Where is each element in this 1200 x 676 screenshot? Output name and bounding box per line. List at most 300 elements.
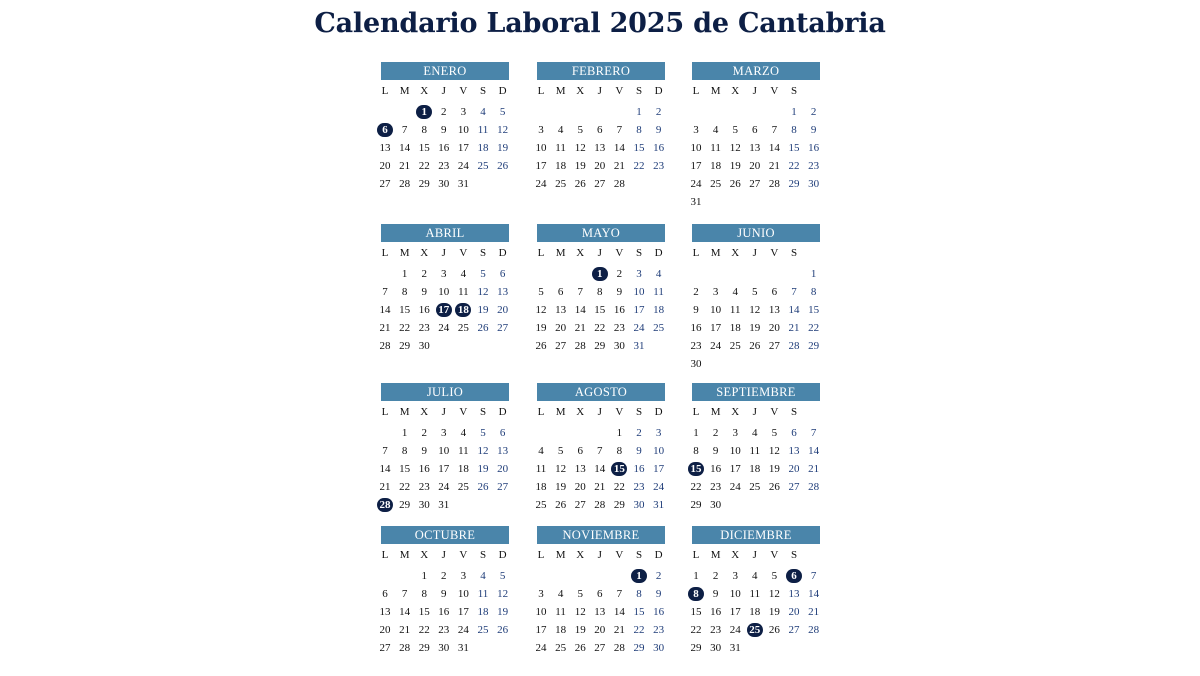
calendar-day: 24 xyxy=(633,322,645,334)
calendar-day: 14 xyxy=(594,463,606,475)
calendar-day: 10 xyxy=(535,142,547,154)
calendar-day: 27 xyxy=(379,178,391,190)
holiday-day: 6 xyxy=(377,123,393,137)
month-noviembre xyxy=(537,526,679,676)
weekday-label: J xyxy=(597,85,602,97)
calendar-day: 1 xyxy=(791,106,797,118)
calendar-day: 5 xyxy=(480,427,486,439)
calendar-day: 10 xyxy=(457,124,469,136)
calendar-day: 16 xyxy=(653,142,665,154)
month-header: AGOSTO xyxy=(537,383,665,401)
calendar-day: 17 xyxy=(457,606,469,618)
calendar-day: 23 xyxy=(418,481,430,493)
calendar-day: 21 xyxy=(379,481,391,493)
calendar-day: 3 xyxy=(712,286,719,298)
calendar-day: 6 xyxy=(752,124,758,136)
calendar-day: 6 xyxy=(382,588,388,600)
calendar-day: 26 xyxy=(477,481,489,493)
calendar-day: 28 xyxy=(613,178,625,190)
calendar-day: 23 xyxy=(633,481,645,493)
calendar-day: 13 xyxy=(574,463,586,475)
weekday-label: M xyxy=(710,406,721,418)
calendar-day: 25 xyxy=(710,178,722,190)
calendar-day: 6 xyxy=(791,427,797,439)
month-marzo xyxy=(692,62,834,212)
weekday-label: D xyxy=(498,85,507,97)
calendar-day: 9 xyxy=(636,445,642,457)
calendar-day: 23 xyxy=(418,322,430,334)
calendar-day: 10 xyxy=(438,445,450,457)
calendar-day: 3 xyxy=(538,124,544,136)
calendar-day: 24 xyxy=(535,642,547,654)
calendar-day: 16 xyxy=(438,606,450,618)
month-header: MARZO xyxy=(692,62,820,80)
calendar-day: 16 xyxy=(690,322,702,334)
calendar-day: 16 xyxy=(418,463,430,475)
calendar-day: 4 xyxy=(480,570,486,582)
calendar-day: 30 xyxy=(438,642,450,654)
calendar-day: 20 xyxy=(594,160,606,172)
calendar-day: 25 xyxy=(653,322,665,334)
calendar-day: 7 xyxy=(810,570,817,582)
calendar-day: 21 xyxy=(768,160,780,172)
holiday-day: 17 xyxy=(436,303,452,317)
calendar-day: 14 xyxy=(788,304,800,316)
weekday-label: D xyxy=(654,85,663,97)
calendar-day: 9 xyxy=(441,588,447,600)
weekday-label: L xyxy=(537,85,545,97)
calendar-day: 21 xyxy=(613,160,625,172)
calendar-day: 1 xyxy=(693,427,699,439)
calendar-day: 14 xyxy=(399,606,411,618)
calendar-day: 25 xyxy=(555,642,567,654)
calendar-day: 18 xyxy=(749,606,761,618)
calendar-day: 8 xyxy=(791,124,797,136)
calendar-day: 9 xyxy=(712,588,719,600)
calendar-day: 13 xyxy=(497,445,509,457)
calendar-day: 22 xyxy=(399,481,411,493)
holiday-day: 15 xyxy=(688,462,704,476)
calendar-day: 12 xyxy=(535,304,547,316)
calendar-day: 4 xyxy=(752,427,758,439)
weekday-label: L xyxy=(381,549,389,561)
calendar-day: 7 xyxy=(616,124,623,136)
calendar-day: 30 xyxy=(613,340,625,352)
calendar-day: 22 xyxy=(633,624,645,636)
calendar-day: 24 xyxy=(438,481,450,493)
calendar-day: 9 xyxy=(712,445,719,457)
weekday-label: X xyxy=(731,406,740,418)
month-header: MAYO xyxy=(537,224,665,242)
calendar-day: 10 xyxy=(653,445,665,457)
weekday-label: J xyxy=(597,247,602,259)
calendar-day: 9 xyxy=(616,286,623,298)
calendar-day: 2 xyxy=(712,570,719,582)
weekday-label: V xyxy=(459,247,468,259)
calendar-day: 21 xyxy=(594,481,606,493)
calendar-day: 28 xyxy=(788,340,800,352)
calendar-day: 17 xyxy=(633,304,645,316)
calendar-day: 4 xyxy=(460,427,467,439)
calendar-day: 10 xyxy=(710,304,722,316)
calendar-day: 3 xyxy=(441,427,447,439)
calendar-day: 25 xyxy=(749,481,761,493)
calendar-day: 30 xyxy=(418,499,430,511)
calendar-day: 8 xyxy=(616,445,623,457)
calendar-day: 5 xyxy=(732,124,738,136)
calendar-day: 31 xyxy=(438,499,450,511)
weekday-label: V xyxy=(770,406,779,418)
calendar-day: 30 xyxy=(438,178,450,190)
calendar-day: 30 xyxy=(418,340,430,352)
calendar-day: 14 xyxy=(808,588,820,600)
calendar-day: 29 xyxy=(788,178,800,190)
calendar-day: 20 xyxy=(497,463,509,475)
weekday-label: M xyxy=(555,406,566,418)
calendar-day: 14 xyxy=(574,304,586,316)
month-febrero xyxy=(537,62,679,212)
weekday-label: J xyxy=(752,247,757,259)
month-julio xyxy=(381,383,523,533)
holiday-day: 28 xyxy=(377,498,393,512)
calendar-day: 28 xyxy=(379,340,391,352)
calendar-day: 23 xyxy=(438,160,450,172)
calendar-day: 9 xyxy=(441,124,447,136)
calendar-day: 26 xyxy=(749,340,761,352)
calendar-day: 29 xyxy=(633,642,645,654)
weekday-label: D xyxy=(654,406,663,418)
calendar-day: 23 xyxy=(613,322,625,334)
calendar-day: 20 xyxy=(574,481,586,493)
calendar-day: 16 xyxy=(438,142,450,154)
weekday-label: L xyxy=(692,549,700,561)
calendar-day: 24 xyxy=(710,340,722,352)
month-header: JULIO xyxy=(381,383,509,401)
calendar-day: 2 xyxy=(636,427,642,439)
calendar-day: 31 xyxy=(457,178,469,190)
weekday-label: S xyxy=(479,406,487,418)
calendar-day: 19 xyxy=(574,624,586,636)
calendar-day: 25 xyxy=(555,178,567,190)
calendar-day: 12 xyxy=(574,142,586,154)
calendar-day: 4 xyxy=(557,124,564,136)
calendar-day: 20 xyxy=(555,322,567,334)
weekday-label: L xyxy=(692,406,700,418)
calendar-day: 28 xyxy=(808,481,820,493)
calendar-day: 19 xyxy=(497,142,509,154)
calendar-day: 19 xyxy=(749,322,761,334)
weekday-label: L xyxy=(537,247,545,259)
weekday-label: S xyxy=(790,549,798,561)
calendar-day: 12 xyxy=(555,463,567,475)
calendar-day: 20 xyxy=(497,304,509,316)
calendar-day: 3 xyxy=(636,268,642,280)
calendar-day: 28 xyxy=(399,178,411,190)
calendar-day: 25 xyxy=(477,160,489,172)
calendar-day: 12 xyxy=(729,142,741,154)
calendar-day: 19 xyxy=(729,160,741,172)
calendar-day: 31 xyxy=(633,340,645,352)
weekday-label: V xyxy=(770,85,779,97)
weekday-label: X xyxy=(731,247,740,259)
calendar-day: 27 xyxy=(379,642,391,654)
calendar-day: 8 xyxy=(421,588,427,600)
month-junio xyxy=(692,224,834,374)
calendar-day: 24 xyxy=(729,624,741,636)
calendar-day: 12 xyxy=(497,124,509,136)
calendar-day: 13 xyxy=(555,304,567,316)
calendar-day: 10 xyxy=(729,588,741,600)
calendar-day: 25 xyxy=(457,322,469,334)
calendar-day: 6 xyxy=(597,124,603,136)
month-agosto xyxy=(537,383,679,533)
calendar-day: 10 xyxy=(535,606,547,618)
calendar-day: 4 xyxy=(538,445,544,457)
calendar-day: 7 xyxy=(577,286,583,298)
weekday-label: M xyxy=(399,549,410,561)
calendar-day: 17 xyxy=(535,160,547,172)
weekday-label: V xyxy=(615,406,624,418)
calendar-day: 17 xyxy=(729,606,741,618)
calendar-day: 12 xyxy=(477,286,489,298)
calendar-day: 28 xyxy=(594,499,606,511)
calendar-day: 29 xyxy=(613,499,625,511)
weekday-label: V xyxy=(615,549,624,561)
weekday-label: V xyxy=(459,85,468,97)
weekday-label: J xyxy=(441,406,446,418)
calendar-day: 2 xyxy=(693,286,699,298)
calendar-day: 17 xyxy=(535,624,547,636)
calendar-day: 16 xyxy=(633,463,645,475)
calendar-day: 17 xyxy=(729,463,741,475)
calendar-day: 2 xyxy=(712,427,719,439)
calendar-day: 20 xyxy=(594,624,606,636)
calendar-day: 3 xyxy=(538,588,544,600)
weekday-label: L xyxy=(692,85,700,97)
calendar-day: 25 xyxy=(729,340,741,352)
calendar-day: 12 xyxy=(749,304,761,316)
calendar-day: 11 xyxy=(653,286,664,298)
calendar-day: 5 xyxy=(499,570,506,582)
calendar-day: 13 xyxy=(788,588,800,600)
weekday-label: V xyxy=(770,247,779,259)
calendar-day: 15 xyxy=(594,304,606,316)
holiday-day: 15 xyxy=(611,462,627,476)
calendar-day: 21 xyxy=(808,463,820,475)
calendar-day: 19 xyxy=(477,463,489,475)
calendar-day: 21 xyxy=(613,624,625,636)
calendar-day: 4 xyxy=(480,106,486,118)
calendar-day: 11 xyxy=(729,304,741,316)
calendar-day: 27 xyxy=(788,481,800,493)
calendar-day: 30 xyxy=(710,499,722,511)
calendar-day: 26 xyxy=(535,340,547,352)
month-header: ENERO xyxy=(381,62,509,80)
calendar-day: 7 xyxy=(616,588,623,600)
calendar-day: 3 xyxy=(693,124,699,136)
calendar-day: 11 xyxy=(555,142,566,154)
calendar-day: 1 xyxy=(421,570,427,582)
calendar-day: 10 xyxy=(438,286,450,298)
calendar-day: 11 xyxy=(710,142,721,154)
calendar-day: 18 xyxy=(535,481,547,493)
calendar-day: 2 xyxy=(441,570,447,582)
calendar-day: 21 xyxy=(379,322,391,334)
calendar-day: 27 xyxy=(768,340,780,352)
weekday-label: S xyxy=(479,247,487,259)
calendar-day: 14 xyxy=(399,142,411,154)
calendar-day: 12 xyxy=(497,588,509,600)
weekday-label: L xyxy=(381,247,389,259)
calendar-day: 24 xyxy=(653,481,665,493)
calendar-day: 6 xyxy=(577,445,583,457)
calendar-day: 19 xyxy=(477,304,489,316)
calendar-day: 5 xyxy=(557,445,564,457)
weekday-label: M xyxy=(555,549,566,561)
calendar-day: 21 xyxy=(399,160,411,172)
weekday-label: J xyxy=(441,85,446,97)
calendar-day: 6 xyxy=(557,286,564,298)
calendar-day: 24 xyxy=(438,322,450,334)
calendar-day: 29 xyxy=(690,499,702,511)
calendar-day: 4 xyxy=(712,124,719,136)
calendar-day: 20 xyxy=(379,624,391,636)
calendar-day: 14 xyxy=(808,445,820,457)
weekday-label: S xyxy=(790,406,798,418)
calendar-day: 7 xyxy=(401,124,408,136)
calendar-day: 17 xyxy=(457,142,469,154)
page-title: Calendario Laboral 2025 de Cantabria xyxy=(314,8,886,39)
weekday-label: S xyxy=(479,85,487,97)
calendar-day: 21 xyxy=(574,322,586,334)
calendar-day: 20 xyxy=(788,463,800,475)
calendar-day: 12 xyxy=(768,445,780,457)
calendar-day: 17 xyxy=(690,160,702,172)
calendar-day: 14 xyxy=(379,304,391,316)
calendar-day: 12 xyxy=(768,588,780,600)
calendar-day: 19 xyxy=(535,322,547,334)
calendar-day: 31 xyxy=(457,642,469,654)
weekday-label: J xyxy=(441,549,446,561)
calendar-day: 27 xyxy=(594,642,606,654)
calendar-day: 24 xyxy=(535,178,547,190)
calendar-day: 27 xyxy=(749,178,761,190)
month-header: DICIEMBRE xyxy=(692,526,820,544)
calendar-day: 12 xyxy=(574,606,586,618)
calendar-day: 2 xyxy=(441,106,447,118)
calendar-day: 7 xyxy=(382,286,388,298)
calendar-day: 2 xyxy=(655,106,662,118)
weekday-label: V xyxy=(615,247,624,259)
calendar-day: 19 xyxy=(768,606,780,618)
calendar-day: 9 xyxy=(421,286,427,298)
calendar-day: 25 xyxy=(457,481,469,493)
calendar-day: 21 xyxy=(808,606,820,618)
weekday-label: D xyxy=(498,406,507,418)
calendar-day: 22 xyxy=(690,481,702,493)
calendar-day: 10 xyxy=(633,286,645,298)
calendar-day: 11 xyxy=(477,124,489,136)
calendar-day: 18 xyxy=(555,160,567,172)
weekday-label: M xyxy=(399,85,410,97)
weekday-label: X xyxy=(576,247,585,259)
weekday-label: J xyxy=(597,406,602,418)
calendar-day: 3 xyxy=(441,268,447,280)
weekday-label: M xyxy=(710,247,721,259)
calendar-day: 22 xyxy=(788,160,800,172)
calendar-day: 23 xyxy=(690,340,702,352)
calendar-day: 9 xyxy=(810,124,817,136)
weekday-label: L xyxy=(381,406,389,418)
calendar-day: 8 xyxy=(597,286,603,298)
calendar-day: 18 xyxy=(477,606,489,618)
calendar-day: 21 xyxy=(788,322,800,334)
calendar-day: 17 xyxy=(438,463,450,475)
calendar-day: 11 xyxy=(477,588,489,600)
month-header: JUNIO xyxy=(692,224,820,242)
calendar-day: 15 xyxy=(690,606,702,618)
calendar-day: 13 xyxy=(379,606,391,618)
calendar-day: 16 xyxy=(710,606,722,618)
calendar-day: 4 xyxy=(752,570,758,582)
calendar-day: 31 xyxy=(690,196,702,208)
calendar-day: 15 xyxy=(633,606,645,618)
weekday-label: J xyxy=(441,247,446,259)
calendar-day: 14 xyxy=(768,142,780,154)
calendar-day: 24 xyxy=(690,178,702,190)
month-enero xyxy=(381,62,523,212)
calendar-day: 8 xyxy=(401,445,408,457)
weekday-label: X xyxy=(576,549,585,561)
calendar-day: 19 xyxy=(574,160,586,172)
calendar-day: 19 xyxy=(555,481,567,493)
weekday-label: V xyxy=(615,85,624,97)
calendar-day: 18 xyxy=(653,304,665,316)
weekday-label: S xyxy=(635,549,643,561)
calendar-day: 6 xyxy=(597,588,603,600)
calendar-day: 22 xyxy=(690,624,702,636)
calendar-day: 19 xyxy=(768,463,780,475)
calendar-day: 15 xyxy=(418,606,430,618)
calendar-day: 9 xyxy=(655,588,662,600)
calendar-day: 7 xyxy=(382,445,388,457)
calendar-day: 26 xyxy=(729,178,741,190)
month-header: ABRIL xyxy=(381,224,509,242)
calendar-day: 2 xyxy=(421,268,427,280)
calendar-day: 29 xyxy=(808,340,820,352)
calendar-day: 22 xyxy=(418,624,430,636)
calendar-day: 11 xyxy=(535,463,547,475)
calendar-day: 14 xyxy=(613,606,625,618)
calendar-day: 16 xyxy=(613,304,625,316)
calendar-day: 1 xyxy=(693,570,699,582)
weekday-label: S xyxy=(635,247,643,259)
calendar-day: 8 xyxy=(421,124,427,136)
calendar-day: 2 xyxy=(616,268,623,280)
holiday-day: 1 xyxy=(592,267,608,281)
calendar-day: 18 xyxy=(710,160,722,172)
calendar-day: 9 xyxy=(693,304,699,316)
weekday-label: D xyxy=(498,247,507,259)
calendar-day: 27 xyxy=(497,322,509,334)
calendar-day: 20 xyxy=(768,322,780,334)
weekday-label: D xyxy=(654,247,663,259)
calendar-day: 14 xyxy=(379,463,391,475)
weekday-label: S xyxy=(635,85,643,97)
weekday-label: J xyxy=(752,549,757,561)
calendar-day: 15 xyxy=(418,142,430,154)
calendar-day: 27 xyxy=(574,499,586,511)
